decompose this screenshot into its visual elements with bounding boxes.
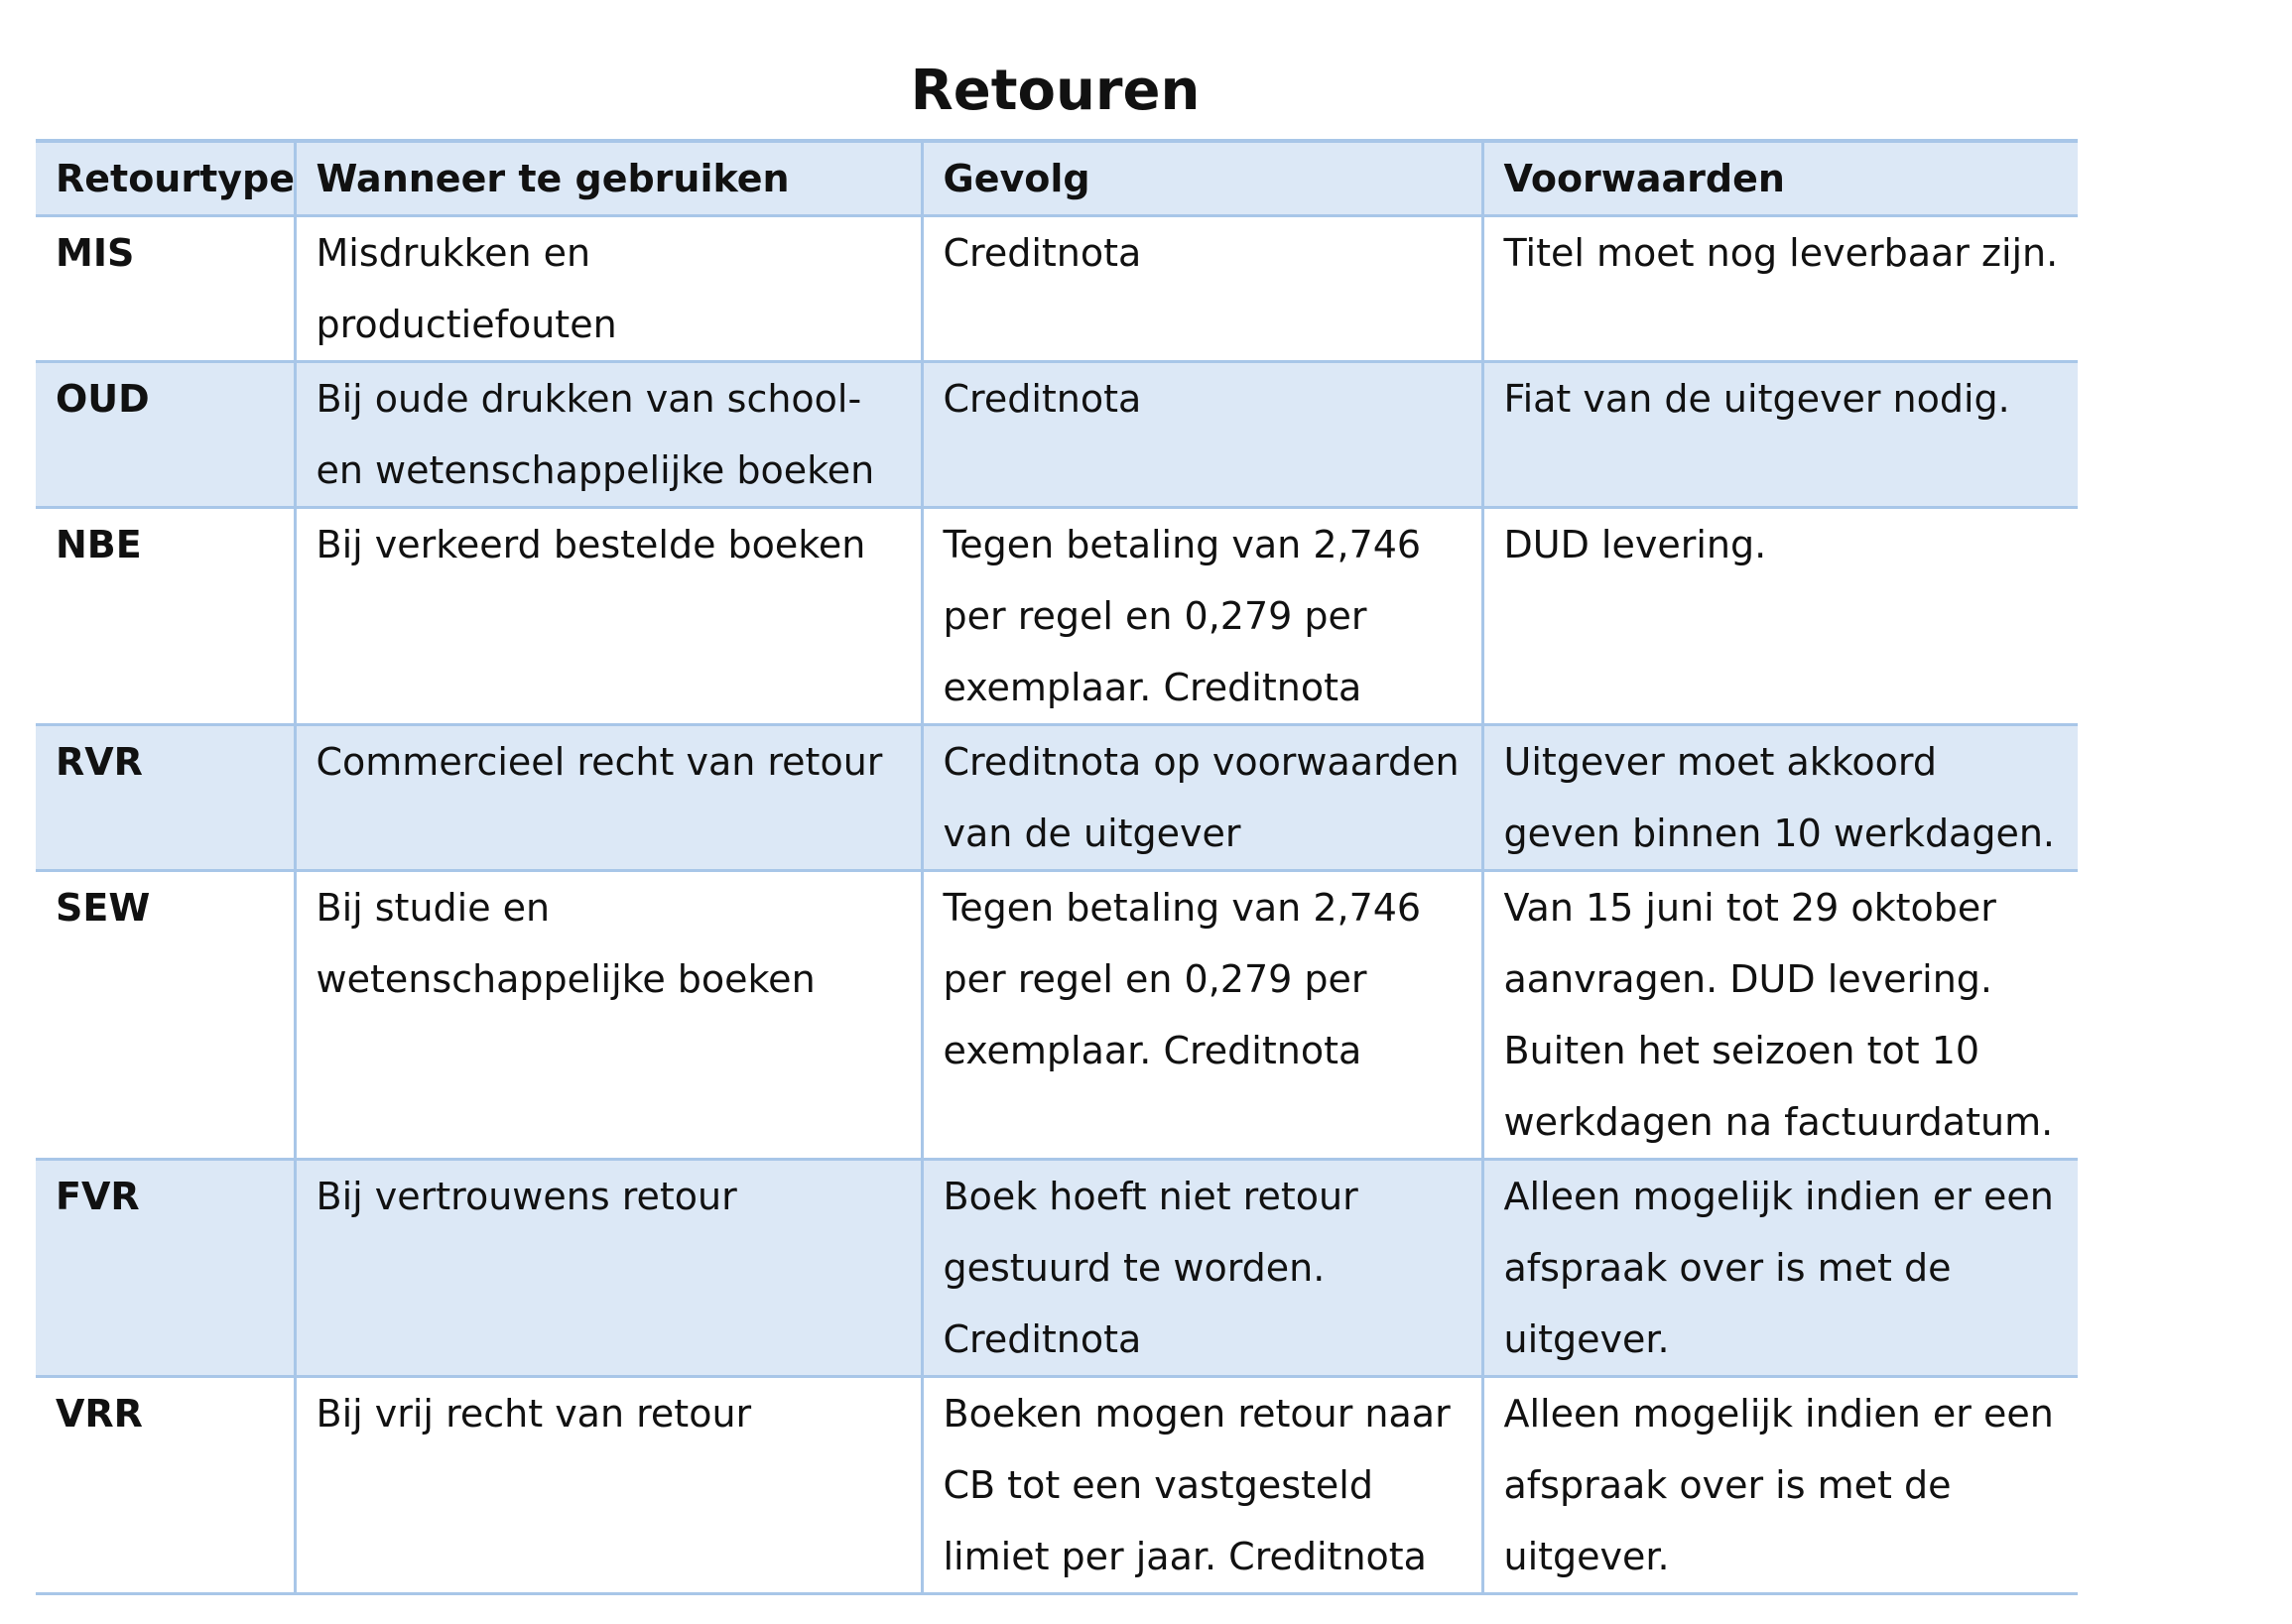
cell-effect: Creditnota op voorwaarden van de uitgever xyxy=(922,725,1482,871)
cell-usage: Commercieel recht van retour xyxy=(295,725,922,871)
cell-retourtype: NBE xyxy=(36,508,295,725)
cell-effect: Creditnota xyxy=(922,216,1482,362)
cell-usage: Bij studie en wetenschappelijke boeken xyxy=(295,871,922,1160)
cell-usage: Bij oude drukken van school- en wetenschappelijke boeken xyxy=(295,362,922,508)
table-row xyxy=(36,216,2078,362)
cell-usage: Bij verkeerd bestelde boeken xyxy=(295,508,922,725)
returns-table xyxy=(36,139,2078,1595)
table-row xyxy=(36,362,2078,508)
cell-retourtype: OUD xyxy=(36,362,295,508)
cell-retourtype: VRR xyxy=(36,1377,295,1594)
header-gevolg: Gevolg xyxy=(922,141,1482,216)
header-voorwaarden: Voorwaarden xyxy=(1482,141,2078,216)
cell-effect: Boeken mogen retour naar CB tot een vastgesteld limiet per jaar. Creditnota xyxy=(922,1377,1482,1594)
cell-retourtype: SEW xyxy=(36,871,295,1160)
table-header-row xyxy=(36,141,2078,216)
cell-retourtype: RVR xyxy=(36,725,295,871)
table-row xyxy=(36,1377,2078,1594)
cell-usage: Misdrukken en productiefouten xyxy=(295,216,922,362)
document-title: Retouren xyxy=(910,59,1201,123)
cell-effect: Tegen betaling van 2,746 per regel en 0,279 per exemplaar. Creditnota xyxy=(922,871,1482,1160)
table-row xyxy=(36,1160,2078,1377)
cell-conditions: Alleen mogelijk indien er een afspraak over is met de uitgever. xyxy=(1482,1160,2078,1377)
cell-retourtype: MIS xyxy=(36,216,295,362)
cell-usage: Bij vrij recht van retour xyxy=(295,1377,922,1594)
cell-retourtype: FVR xyxy=(36,1160,295,1377)
table-row xyxy=(36,871,2078,1160)
cell-conditions: Uitgever moet akkoord geven binnen 10 werkdagen. xyxy=(1482,725,2078,871)
cell-usage: Bij vertrouwens retour xyxy=(295,1160,922,1377)
cell-effect: Tegen betaling van 2,746 per regel en 0,279 per exemplaar. Creditnota xyxy=(922,508,1482,725)
cell-conditions: Alleen mogelijk indien er een afspraak over is met de uitgever. xyxy=(1482,1377,2078,1594)
table-row xyxy=(36,725,2078,871)
header-retourtype: Retourtype xyxy=(36,141,295,216)
cell-effect: Creditnota xyxy=(922,362,1482,508)
cell-conditions: Titel moet nog leverbaar zijn. xyxy=(1482,216,2078,362)
cell-conditions: Van 15 juni tot 29 oktober aanvragen. DUD levering. Buiten het seizoen tot 10 werkdagen na factuurdatum. xyxy=(1482,871,2078,1160)
cell-conditions: DUD levering. xyxy=(1482,508,2078,725)
cell-effect: Boek hoeft niet retour gestuurd te worden. Creditnota xyxy=(922,1160,1482,1377)
header-wanneer-te-gebruiken: Wanneer te gebruiken xyxy=(295,141,922,216)
table-row xyxy=(36,508,2078,725)
cell-conditions: Fiat van de uitgever nodig. xyxy=(1482,362,2078,508)
